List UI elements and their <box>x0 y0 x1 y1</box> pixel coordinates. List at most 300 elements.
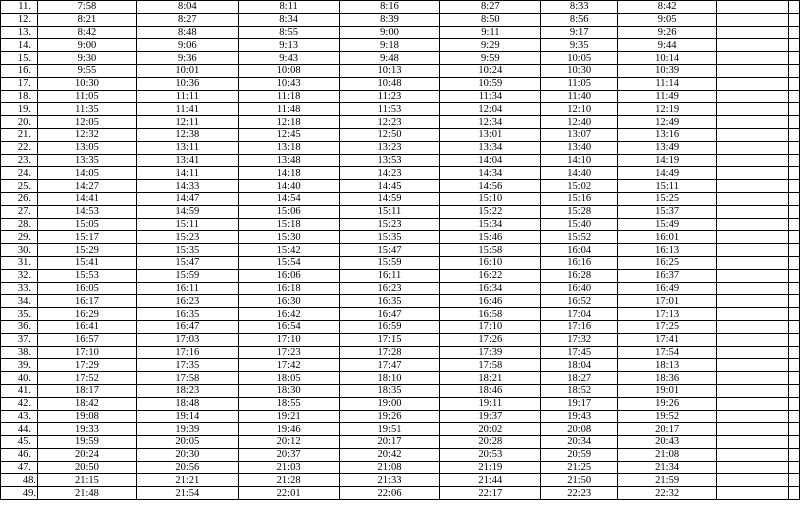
time-cell: 10:30 <box>541 64 618 77</box>
timetable-body <box>1 1 800 500</box>
row-number-cell: 14. <box>1 39 38 52</box>
empty-cell <box>717 231 789 244</box>
time-cell: 12:49 <box>618 116 717 129</box>
table-row <box>1 256 800 269</box>
time-cell: 11:23 <box>339 90 440 103</box>
empty-cell <box>717 205 789 218</box>
row-number-cell: 20. <box>1 116 38 129</box>
table-row <box>1 295 800 308</box>
empty-cell <box>788 461 799 474</box>
table-row <box>1 410 800 423</box>
time-cell: 16:57 <box>37 333 136 346</box>
time-cell: 16:16 <box>541 256 618 269</box>
time-cell: 16:37 <box>618 269 717 282</box>
time-cell: 15:37 <box>618 205 717 218</box>
row-number-cell: 21. <box>1 128 38 141</box>
table-row <box>1 359 800 372</box>
time-cell: 17:16 <box>136 346 238 359</box>
time-cell: 9:06 <box>136 39 238 52</box>
row-number-cell: 37. <box>1 333 38 346</box>
time-cell: 16:30 <box>238 295 339 308</box>
time-cell: 10:05 <box>541 52 618 65</box>
time-cell: 16:18 <box>238 282 339 295</box>
empty-cell <box>788 346 799 359</box>
time-cell: 18:55 <box>238 397 339 410</box>
time-cell: 15:28 <box>541 205 618 218</box>
time-cell: 11:35 <box>37 103 136 116</box>
time-cell: 17:47 <box>339 359 440 372</box>
table-row <box>1 244 800 257</box>
time-cell: 13:34 <box>440 141 541 154</box>
time-cell: 21:59 <box>618 474 717 487</box>
table-row <box>1 167 800 180</box>
row-number-cell: 42. <box>1 397 38 410</box>
row-number-cell: 39. <box>1 359 38 372</box>
time-cell: 16:22 <box>440 269 541 282</box>
time-cell: 15:30 <box>238 231 339 244</box>
time-cell: 20:08 <box>541 423 618 436</box>
time-cell: 9:13 <box>238 39 339 52</box>
time-cell: 20:28 <box>440 436 541 449</box>
time-cell: 8:48 <box>136 26 238 39</box>
time-cell: 12:19 <box>618 103 717 116</box>
time-cell: 15:34 <box>440 218 541 231</box>
time-cell: 17:01 <box>618 295 717 308</box>
table-row <box>1 397 800 410</box>
time-cell: 8:42 <box>37 26 136 39</box>
time-cell: 16:11 <box>339 269 440 282</box>
time-cell: 16:54 <box>238 320 339 333</box>
empty-cell <box>717 244 789 257</box>
time-cell: 15:54 <box>238 256 339 269</box>
time-cell: 15:11 <box>618 180 717 193</box>
time-cell: 17:58 <box>136 372 238 385</box>
empty-cell <box>717 269 789 282</box>
empty-cell <box>717 384 789 397</box>
time-cell: 21:19 <box>440 461 541 474</box>
empty-cell <box>788 154 799 167</box>
time-cell: 8:16 <box>339 1 440 14</box>
time-cell: 14:10 <box>541 154 618 167</box>
time-cell: 8:11 <box>238 1 339 14</box>
time-cell: 17:15 <box>339 333 440 346</box>
row-number-cell: 18. <box>1 90 38 103</box>
time-cell: 20:50 <box>37 461 136 474</box>
table-row <box>1 218 800 231</box>
time-cell: 21:15 <box>37 474 136 487</box>
table-row <box>1 269 800 282</box>
time-cell: 17:23 <box>238 346 339 359</box>
empty-cell <box>788 295 799 308</box>
time-cell: 8:55 <box>238 26 339 39</box>
table-row <box>1 474 800 487</box>
empty-cell <box>717 461 789 474</box>
empty-cell <box>788 167 799 180</box>
time-cell: 12:23 <box>339 116 440 129</box>
time-cell: 15:47 <box>136 256 238 269</box>
table-row <box>1 180 800 193</box>
empty-cell <box>788 436 799 449</box>
time-cell: 14:53 <box>37 205 136 218</box>
time-cell: 19:26 <box>618 397 717 410</box>
table-row <box>1 372 800 385</box>
time-cell: 11:05 <box>541 77 618 90</box>
time-cell: 14:41 <box>37 192 136 205</box>
time-cell: 20:53 <box>440 448 541 461</box>
empty-cell <box>717 192 789 205</box>
time-cell: 21:44 <box>440 474 541 487</box>
time-cell: 8:34 <box>238 13 339 26</box>
time-cell: 11:41 <box>136 103 238 116</box>
time-cell: 18:17 <box>37 384 136 397</box>
time-cell: 19:46 <box>238 423 339 436</box>
time-cell: 21:25 <box>541 461 618 474</box>
time-cell: 21:34 <box>618 461 717 474</box>
time-cell: 16:49 <box>618 282 717 295</box>
time-cell: 20:59 <box>541 448 618 461</box>
time-cell: 15:17 <box>37 231 136 244</box>
empty-cell <box>717 103 789 116</box>
time-cell: 17:29 <box>37 359 136 372</box>
row-number-cell: 28. <box>1 218 38 231</box>
time-cell: 21:03 <box>238 461 339 474</box>
time-cell: 9:48 <box>339 52 440 65</box>
table-row <box>1 461 800 474</box>
table-row <box>1 128 800 141</box>
time-cell: 13:48 <box>238 154 339 167</box>
time-cell: 11:14 <box>618 77 717 90</box>
time-cell: 13:49 <box>618 141 717 154</box>
time-cell: 12:32 <box>37 128 136 141</box>
time-cell: 15:06 <box>238 205 339 218</box>
empty-cell <box>788 180 799 193</box>
time-cell: 19:26 <box>339 410 440 423</box>
row-number-cell: 11. <box>1 1 38 14</box>
time-cell: 16:41 <box>37 320 136 333</box>
time-cell: 18:04 <box>541 359 618 372</box>
row-number-cell: 16. <box>1 64 38 77</box>
time-cell: 22:17 <box>440 487 541 500</box>
time-cell: 12:34 <box>440 116 541 129</box>
time-cell: 11:53 <box>339 103 440 116</box>
time-cell: 13:40 <box>541 141 618 154</box>
time-cell: 16:42 <box>238 308 339 321</box>
time-cell: 8:50 <box>440 13 541 26</box>
time-cell: 16:34 <box>440 282 541 295</box>
time-cell: 19:00 <box>339 397 440 410</box>
time-cell: 15:22 <box>440 205 541 218</box>
time-cell: 14:54 <box>238 192 339 205</box>
time-cell: 21:08 <box>339 461 440 474</box>
time-cell: 8:56 <box>541 13 618 26</box>
time-cell: 17:25 <box>618 320 717 333</box>
time-cell: 20:34 <box>541 436 618 449</box>
time-cell: 15:35 <box>339 231 440 244</box>
time-cell: 19:11 <box>440 397 541 410</box>
time-cell: 16:35 <box>339 295 440 308</box>
time-cell: 15:02 <box>541 180 618 193</box>
empty-cell <box>717 487 789 500</box>
time-cell: 15:53 <box>37 269 136 282</box>
empty-cell <box>788 77 799 90</box>
time-cell: 17:35 <box>136 359 238 372</box>
time-cell: 15:25 <box>618 192 717 205</box>
time-cell: 15:59 <box>339 256 440 269</box>
time-cell: 14:59 <box>136 205 238 218</box>
time-cell: 16:11 <box>136 282 238 295</box>
time-cell: 18:05 <box>238 372 339 385</box>
table-row <box>1 26 800 39</box>
time-cell: 10:48 <box>339 77 440 90</box>
row-number-cell: 35. <box>1 308 38 321</box>
time-cell: 17:42 <box>238 359 339 372</box>
empty-cell <box>788 359 799 372</box>
time-cell: 13:07 <box>541 128 618 141</box>
time-cell: 10:13 <box>339 64 440 77</box>
time-cell: 17:03 <box>136 333 238 346</box>
time-cell: 15:59 <box>136 269 238 282</box>
time-cell: 15:49 <box>618 218 717 231</box>
time-cell: 12:38 <box>136 128 238 141</box>
time-cell: 22:32 <box>618 487 717 500</box>
time-cell: 16:17 <box>37 295 136 308</box>
time-cell: 14:40 <box>238 180 339 193</box>
empty-cell <box>717 359 789 372</box>
row-number-cell: 24. <box>1 167 38 180</box>
empty-cell <box>717 39 789 52</box>
row-number-cell: 12. <box>1 13 38 26</box>
empty-cell <box>788 244 799 257</box>
row-number-cell: 32. <box>1 269 38 282</box>
time-cell: 14:56 <box>440 180 541 193</box>
time-cell: 14:11 <box>136 167 238 180</box>
time-cell: 13:05 <box>37 141 136 154</box>
table-row <box>1 13 800 26</box>
time-cell: 20:02 <box>440 423 541 436</box>
row-number-cell: 44. <box>1 423 38 436</box>
time-cell: 11:49 <box>618 90 717 103</box>
time-cell: 9:44 <box>618 39 717 52</box>
empty-cell <box>788 487 799 500</box>
empty-cell <box>788 218 799 231</box>
time-cell: 16:46 <box>440 295 541 308</box>
time-cell: 19:17 <box>541 397 618 410</box>
time-cell: 17:41 <box>618 333 717 346</box>
time-cell: 10:36 <box>136 77 238 90</box>
time-cell: 14:27 <box>37 180 136 193</box>
empty-cell <box>717 256 789 269</box>
time-cell: 15:41 <box>37 256 136 269</box>
time-cell: 13:18 <box>238 141 339 154</box>
empty-cell <box>788 282 799 295</box>
table-row <box>1 487 800 500</box>
time-cell: 9:43 <box>238 52 339 65</box>
time-cell: 19:51 <box>339 423 440 436</box>
time-cell: 14:04 <box>440 154 541 167</box>
time-cell: 18:52 <box>541 384 618 397</box>
time-cell: 15:05 <box>37 218 136 231</box>
row-number-cell: 19. <box>1 103 38 116</box>
time-cell: 22:06 <box>339 487 440 500</box>
time-cell: 16:29 <box>37 308 136 321</box>
time-cell: 12:11 <box>136 116 238 129</box>
time-cell: 16:47 <box>339 308 440 321</box>
time-cell: 9:36 <box>136 52 238 65</box>
time-cell: 17:39 <box>440 346 541 359</box>
time-cell: 15:11 <box>339 205 440 218</box>
time-cell: 16:52 <box>541 295 618 308</box>
time-cell: 20:56 <box>136 461 238 474</box>
row-number-cell: 15. <box>1 52 38 65</box>
time-cell: 10:14 <box>618 52 717 65</box>
time-cell: 16:04 <box>541 244 618 257</box>
time-cell: 18:46 <box>440 384 541 397</box>
empty-cell <box>717 320 789 333</box>
time-cell: 13:11 <box>136 141 238 154</box>
empty-cell <box>788 397 799 410</box>
empty-cell <box>788 384 799 397</box>
time-cell: 12:40 <box>541 116 618 129</box>
empty-cell <box>717 154 789 167</box>
time-cell: 8:21 <box>37 13 136 26</box>
time-cell: 15:46 <box>440 231 541 244</box>
time-cell: 13:41 <box>136 154 238 167</box>
empty-cell <box>717 282 789 295</box>
time-cell: 21:33 <box>339 474 440 487</box>
time-cell: 16:58 <box>440 308 541 321</box>
empty-cell <box>788 64 799 77</box>
time-cell: 19:37 <box>440 410 541 423</box>
time-cell: 15:10 <box>440 192 541 205</box>
time-cell: 14:59 <box>339 192 440 205</box>
time-cell: 18:21 <box>440 372 541 385</box>
table-row <box>1 103 800 116</box>
empty-cell <box>788 13 799 26</box>
empty-cell <box>717 26 789 39</box>
table-row <box>1 192 800 205</box>
time-cell: 18:35 <box>339 384 440 397</box>
empty-cell <box>717 64 789 77</box>
time-cell: 10:30 <box>37 77 136 90</box>
time-cell: 21:54 <box>136 487 238 500</box>
table-row <box>1 320 800 333</box>
table-row <box>1 77 800 90</box>
table-row <box>1 1 800 14</box>
time-cell: 20:17 <box>618 423 717 436</box>
empty-cell <box>717 167 789 180</box>
time-cell: 14:23 <box>339 167 440 180</box>
time-cell: 19:59 <box>37 436 136 449</box>
time-cell: 19:14 <box>136 410 238 423</box>
time-cell: 11:40 <box>541 90 618 103</box>
empty-cell <box>717 295 789 308</box>
time-cell: 20:42 <box>339 448 440 461</box>
time-cell: 21:08 <box>618 448 717 461</box>
empty-cell <box>717 436 789 449</box>
empty-cell <box>717 448 789 461</box>
time-cell: 16:59 <box>339 320 440 333</box>
time-cell: 16:01 <box>618 231 717 244</box>
row-number-cell: 43. <box>1 410 38 423</box>
time-cell: 20:05 <box>136 436 238 449</box>
time-cell: 21:48 <box>37 487 136 500</box>
empty-cell <box>717 141 789 154</box>
time-cell: 16:13 <box>618 244 717 257</box>
time-cell: 9:30 <box>37 52 136 65</box>
time-cell: 15:58 <box>440 244 541 257</box>
time-cell: 15:18 <box>238 218 339 231</box>
time-cell: 17:10 <box>440 320 541 333</box>
row-number-cell: 41. <box>1 384 38 397</box>
empty-cell <box>717 218 789 231</box>
time-cell: 19:21 <box>238 410 339 423</box>
empty-cell <box>717 423 789 436</box>
time-cell: 21:21 <box>136 474 238 487</box>
time-cell: 14:33 <box>136 180 238 193</box>
time-cell: 11:18 <box>238 90 339 103</box>
time-cell: 17:13 <box>618 308 717 321</box>
time-cell: 15:52 <box>541 231 618 244</box>
table-row <box>1 90 800 103</box>
time-cell: 20:24 <box>37 448 136 461</box>
time-cell: 16:23 <box>339 282 440 295</box>
table-row <box>1 39 800 52</box>
row-number-cell: 34. <box>1 295 38 308</box>
table-row <box>1 141 800 154</box>
time-cell: 18:10 <box>339 372 440 385</box>
time-cell: 18:48 <box>136 397 238 410</box>
table-row <box>1 116 800 129</box>
time-cell: 18:30 <box>238 384 339 397</box>
time-cell: 18:23 <box>136 384 238 397</box>
empty-cell <box>788 26 799 39</box>
time-cell: 19:01 <box>618 384 717 397</box>
time-cell: 9:00 <box>37 39 136 52</box>
row-number-cell: 23. <box>1 154 38 167</box>
time-cell: 19:52 <box>618 410 717 423</box>
row-number-cell: 40. <box>1 372 38 385</box>
time-cell: 9:35 <box>541 39 618 52</box>
time-cell: 10:59 <box>440 77 541 90</box>
table-row <box>1 154 800 167</box>
time-cell: 8:04 <box>136 1 238 14</box>
time-cell: 18:27 <box>541 372 618 385</box>
time-cell: 11:34 <box>440 90 541 103</box>
time-cell: 17:10 <box>37 346 136 359</box>
time-cell: 9:17 <box>541 26 618 39</box>
time-cell: 9:26 <box>618 26 717 39</box>
time-cell: 19:08 <box>37 410 136 423</box>
time-cell: 15:35 <box>136 244 238 257</box>
time-cell: 15:42 <box>238 244 339 257</box>
time-cell: 12:45 <box>238 128 339 141</box>
table-row <box>1 231 800 244</box>
time-cell: 16:10 <box>440 256 541 269</box>
time-cell: 18:42 <box>37 397 136 410</box>
time-cell: 7:58 <box>37 1 136 14</box>
time-cell: 17:52 <box>37 372 136 385</box>
time-cell: 14:49 <box>618 167 717 180</box>
time-cell: 20:37 <box>238 448 339 461</box>
table-row <box>1 308 800 321</box>
time-cell: 13:35 <box>37 154 136 167</box>
time-cell: 12:04 <box>440 103 541 116</box>
time-cell: 13:16 <box>618 128 717 141</box>
time-cell: 17:54 <box>618 346 717 359</box>
time-cell: 14:47 <box>136 192 238 205</box>
empty-cell <box>717 410 789 423</box>
time-cell: 19:33 <box>37 423 136 436</box>
